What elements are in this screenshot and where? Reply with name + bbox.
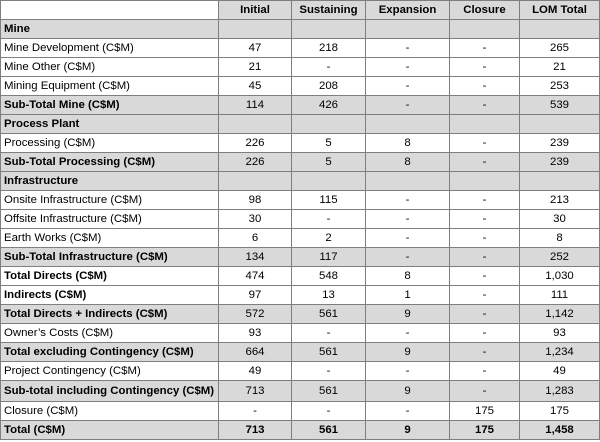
cell-lom-total: 239 <box>520 153 600 172</box>
cell-expansion: - <box>366 77 450 96</box>
section-empty-cell <box>366 172 450 191</box>
cell-closure: - <box>450 134 520 153</box>
cell-closure: - <box>450 229 520 248</box>
cell-expansion: 9 <box>366 305 450 324</box>
cell-initial: 134 <box>219 248 292 267</box>
cell-sustaining: 561 <box>292 343 366 362</box>
table-body <box>1 20 600 440</box>
cell-sustaining: - <box>292 402 366 421</box>
section-empty-cell <box>219 20 292 39</box>
cell-closure: 175 <box>450 421 520 440</box>
cell-sustaining: 208 <box>292 77 366 96</box>
cell-expansion: - <box>366 362 450 381</box>
table-row <box>1 362 600 381</box>
cell-expansion: - <box>366 248 450 267</box>
table-row <box>1 77 600 96</box>
cell-sustaining: 218 <box>292 39 366 58</box>
cell-initial: - <box>219 402 292 421</box>
row-label: Mine Other (C$M) <box>1 58 219 77</box>
cell-initial: 114 <box>219 96 292 115</box>
cell-lom-total: 213 <box>520 191 600 210</box>
header-sustaining: Sustaining <box>292 1 366 20</box>
cell-expansion: - <box>366 402 450 421</box>
cell-expansion: 9 <box>366 421 450 440</box>
header-lom-total: LOM Total <box>520 1 600 20</box>
cell-lom-total: 239 <box>520 134 600 153</box>
subtotal-row <box>1 381 600 402</box>
cell-closure: - <box>450 191 520 210</box>
cell-sustaining: - <box>292 58 366 77</box>
header-row <box>1 1 600 20</box>
cell-closure: - <box>450 305 520 324</box>
row-label: Onsite Infrastructure (C$M) <box>1 191 219 210</box>
table-row <box>1 58 600 77</box>
cell-sustaining: 5 <box>292 134 366 153</box>
cell-lom-total: 21 <box>520 58 600 77</box>
table-row <box>1 39 600 58</box>
total-row <box>1 267 600 286</box>
row-label: Project Contingency (C$M) <box>1 362 219 381</box>
subtotal-row <box>1 248 600 267</box>
cell-expansion: - <box>366 39 450 58</box>
cell-lom-total: 252 <box>520 248 600 267</box>
row-label: Total Directs + Indirects (C$M) <box>1 305 219 324</box>
cell-expansion: 8 <box>366 134 450 153</box>
cell-lom-total: 539 <box>520 96 600 115</box>
section-empty-cell <box>450 115 520 134</box>
cell-lom-total: 1,030 <box>520 267 600 286</box>
section-empty-cell <box>520 172 600 191</box>
header-initial: Initial <box>219 1 292 20</box>
cell-lom-total: 49 <box>520 362 600 381</box>
row-label: Mining Equipment (C$M) <box>1 77 219 96</box>
cell-lom-total: 265 <box>520 39 600 58</box>
cell-closure: 175 <box>450 402 520 421</box>
section-empty-cell <box>366 20 450 39</box>
cell-lom-total: 1,234 <box>520 343 600 362</box>
cell-initial: 21 <box>219 58 292 77</box>
cell-lom-total: 175 <box>520 402 600 421</box>
section-label: Mine <box>1 20 219 39</box>
cell-sustaining: 548 <box>292 267 366 286</box>
cell-initial: 98 <box>219 191 292 210</box>
section-row <box>1 172 600 191</box>
cell-closure: - <box>450 362 520 381</box>
row-label: Processing (C$M) <box>1 134 219 153</box>
cell-closure: - <box>450 153 520 172</box>
table-row <box>1 191 600 210</box>
section-empty-cell <box>292 115 366 134</box>
section-empty-cell <box>366 115 450 134</box>
cell-expansion: - <box>366 229 450 248</box>
table-row <box>1 210 600 229</box>
cell-sustaining: - <box>292 210 366 229</box>
cell-lom-total: 1,142 <box>520 305 600 324</box>
section-empty-cell <box>219 115 292 134</box>
cell-lom-total: 8 <box>520 229 600 248</box>
cell-sustaining: 2 <box>292 229 366 248</box>
cell-initial: 93 <box>219 324 292 343</box>
cell-sustaining: 117 <box>292 248 366 267</box>
cell-closure: - <box>450 210 520 229</box>
row-label: Sub-total including Contingency (C$M) <box>1 381 219 402</box>
cell-lom-total: 253 <box>520 77 600 96</box>
cell-initial: 713 <box>219 381 292 402</box>
cell-initial: 226 <box>219 134 292 153</box>
cell-closure: - <box>450 343 520 362</box>
cell-sustaining: 5 <box>292 153 366 172</box>
section-empty-cell <box>520 20 600 39</box>
cell-initial: 49 <box>219 362 292 381</box>
cell-expansion: - <box>366 324 450 343</box>
cell-initial: 474 <box>219 267 292 286</box>
section-row <box>1 115 600 134</box>
subtotal-row <box>1 343 600 362</box>
cell-sustaining: 561 <box>292 421 366 440</box>
section-label: Infrastructure <box>1 172 219 191</box>
table-row <box>1 229 600 248</box>
table-row <box>1 402 600 421</box>
cell-initial: 47 <box>219 39 292 58</box>
section-empty-cell <box>292 172 366 191</box>
cell-closure: - <box>450 286 520 305</box>
row-label: Earth Works (C$M) <box>1 229 219 248</box>
cell-expansion: 9 <box>366 343 450 362</box>
cell-sustaining: 426 <box>292 96 366 115</box>
cell-lom-total: 1,458 <box>520 421 600 440</box>
cell-lom-total: 30 <box>520 210 600 229</box>
row-label: Mine Development (C$M) <box>1 39 219 58</box>
cell-sustaining: 13 <box>292 286 366 305</box>
table-row <box>1 134 600 153</box>
cell-initial: 45 <box>219 77 292 96</box>
cell-initial: 97 <box>219 286 292 305</box>
cell-initial: 572 <box>219 305 292 324</box>
subtotal-row <box>1 153 600 172</box>
section-label: Process Plant <box>1 115 219 134</box>
cell-lom-total: 1,283 <box>520 381 600 402</box>
total-row <box>1 286 600 305</box>
grand-total-row <box>1 421 600 440</box>
row-label: Total (C$M) <box>1 421 219 440</box>
header-corner <box>1 1 219 20</box>
cell-closure: - <box>450 39 520 58</box>
section-row <box>1 20 600 39</box>
section-empty-cell <box>292 20 366 39</box>
row-label: Sub-Total Infrastructure (C$M) <box>1 248 219 267</box>
cell-sustaining: 561 <box>292 305 366 324</box>
row-label: Offsite Infrastructure (C$M) <box>1 210 219 229</box>
header-expansion: Expansion <box>366 1 450 20</box>
cell-closure: - <box>450 248 520 267</box>
row-label: Sub-Total Processing (C$M) <box>1 153 219 172</box>
cell-initial: 30 <box>219 210 292 229</box>
cell-closure: - <box>450 58 520 77</box>
cell-closure: - <box>450 96 520 115</box>
row-label: Total Directs (C$M) <box>1 267 219 286</box>
cell-expansion: 8 <box>366 267 450 286</box>
subtotal-row <box>1 96 600 115</box>
cell-expansion: - <box>366 58 450 77</box>
cell-expansion: - <box>366 96 450 115</box>
row-label: Closure (C$M) <box>1 402 219 421</box>
cell-initial: 713 <box>219 421 292 440</box>
cell-initial: 6 <box>219 229 292 248</box>
cell-expansion: 1 <box>366 286 450 305</box>
header-closure: Closure <box>450 1 520 20</box>
section-empty-cell <box>450 172 520 191</box>
cell-lom-total: 93 <box>520 324 600 343</box>
row-label: Total excluding Contingency (C$M) <box>1 343 219 362</box>
row-label: Owner’s Costs (C$M) <box>1 324 219 343</box>
row-label: Indirects (C$M) <box>1 286 219 305</box>
section-empty-cell <box>450 20 520 39</box>
cell-sustaining: 561 <box>292 381 366 402</box>
cell-expansion: - <box>366 210 450 229</box>
cell-expansion: 8 <box>366 153 450 172</box>
cell-closure: - <box>450 324 520 343</box>
cell-initial: 226 <box>219 153 292 172</box>
cell-expansion: - <box>366 191 450 210</box>
cell-lom-total: 111 <box>520 286 600 305</box>
row-label: Sub-Total Mine (C$M) <box>1 96 219 115</box>
cell-sustaining: 115 <box>292 191 366 210</box>
cell-expansion: 9 <box>366 381 450 402</box>
cell-closure: - <box>450 77 520 96</box>
cell-initial: 664 <box>219 343 292 362</box>
table-row <box>1 324 600 343</box>
cell-closure: - <box>450 381 520 402</box>
cell-sustaining: - <box>292 324 366 343</box>
cell-sustaining: - <box>292 362 366 381</box>
cell-closure: - <box>450 267 520 286</box>
subtotal-row <box>1 305 600 324</box>
section-empty-cell <box>520 115 600 134</box>
section-empty-cell <box>219 172 292 191</box>
